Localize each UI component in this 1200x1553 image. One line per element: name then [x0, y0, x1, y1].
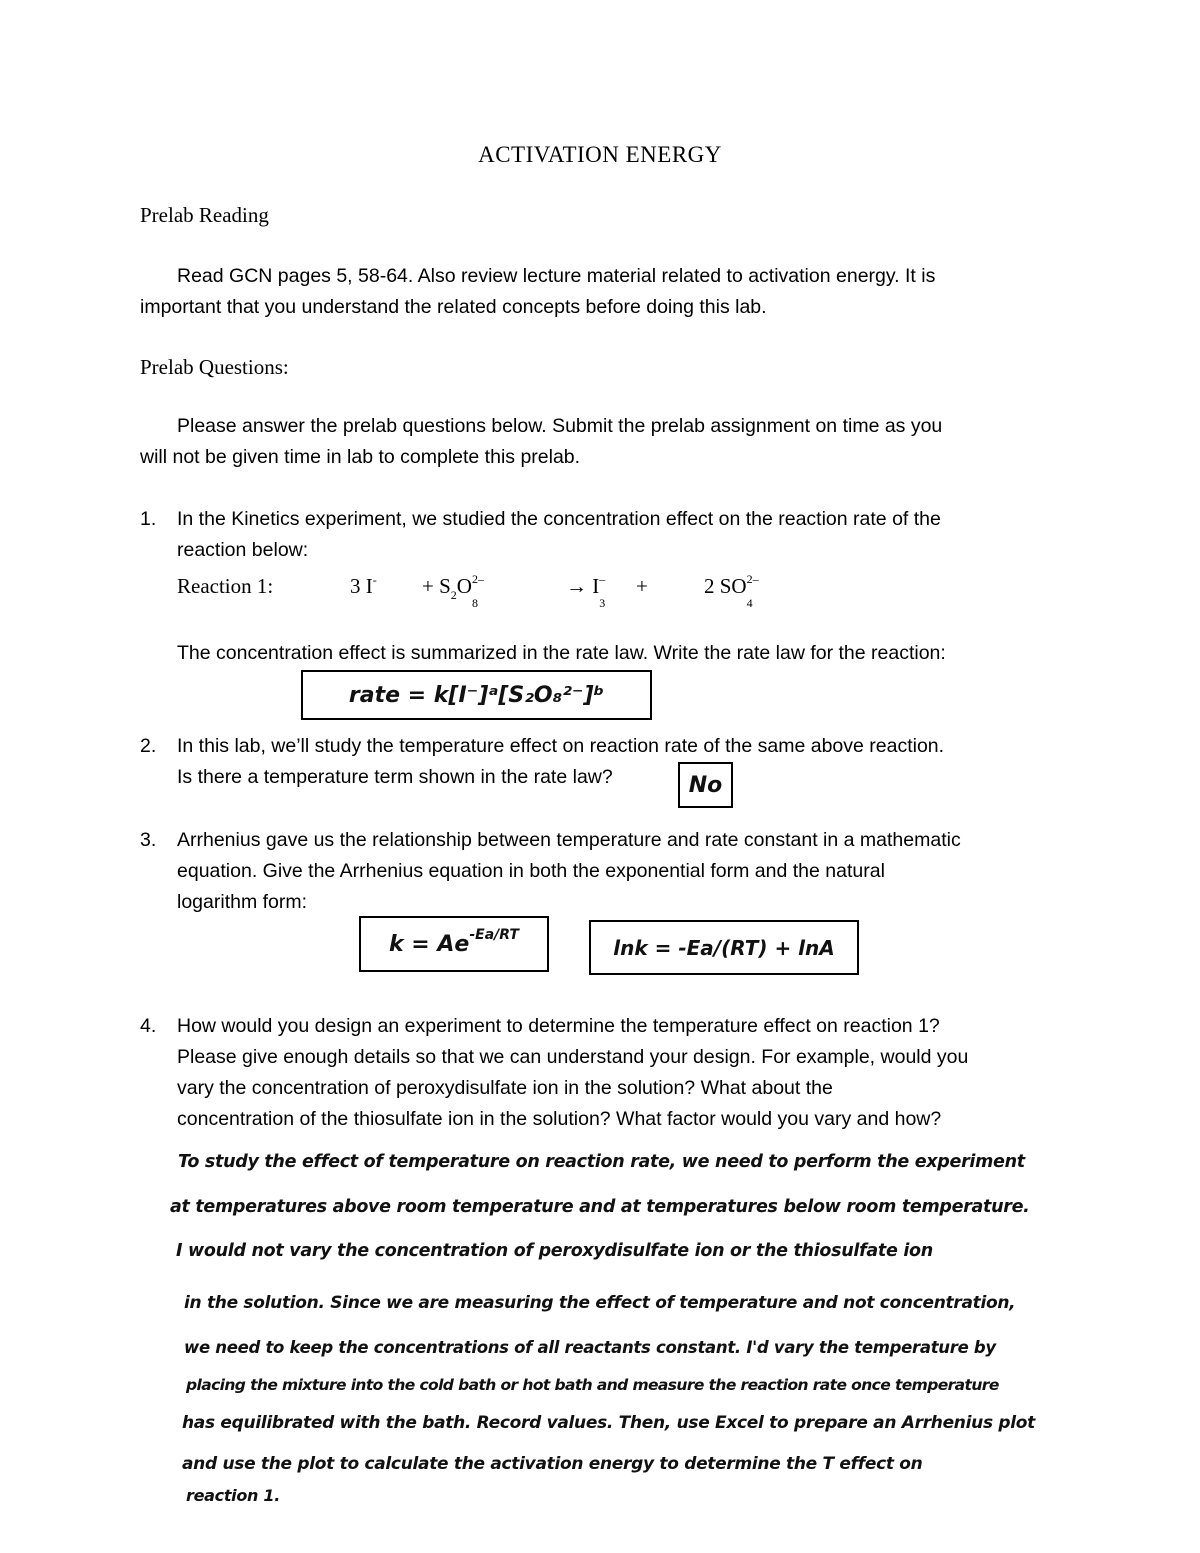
- answer-line-9: reaction 1.: [186, 1486, 281, 1505]
- q2-number: 2.: [140, 735, 157, 757]
- prelab-questions-line-1: Please answer the prelab questions below. Submit the prelab assignment on time as you: [177, 415, 943, 437]
- arrhenius-exp-power: -Ea/RT: [469, 926, 519, 943]
- q3-line-2: equation. Give the Arrhenius equation in both the exponential form and the natural: [177, 860, 885, 882]
- arrhenius-ln-answer-box: [589, 920, 859, 975]
- prelab-questions-line-2: will not be given time in lab to complete this prelab.: [140, 446, 581, 468]
- prelab-reading-line-1: Read GCN pages 5, 58-64. Also review lecture material related to activation energy. It is: [177, 265, 936, 287]
- peroxydisulfate-charge: 2–: [471, 572, 484, 586]
- answer-line-2: at temperatures above room temperature and at temperatures below room temperature.: [170, 1197, 1030, 1217]
- peroxydisulfate-stack: [471, 572, 492, 610]
- arrhenius-exp-answer: [389, 926, 519, 957]
- rate-law-answer-box: [301, 670, 652, 720]
- sulfate-stack: [746, 572, 767, 610]
- answer-line-1: To study the effect of temperature on reaction rate, we need to perform the experiment: [178, 1152, 1025, 1172]
- reactant-iodide-charge: -: [372, 573, 377, 587]
- temperature-term-answer: No: [688, 772, 723, 798]
- arrhenius-ln-answer: lnk = -Ea/(RT) + lnA: [613, 935, 835, 960]
- rate-law-answer: rate = k[I⁻]ᵃ[S₂O₈²⁻]ᵇ: [348, 682, 605, 708]
- answer-line-6: placing the mixture into the cold bath or hot bath and measure the reaction rate once temperature: [186, 1376, 999, 1394]
- q2-line-2: Is there a temperature term shown in the rate law?: [177, 766, 613, 788]
- temperature-term-answer-box: [678, 762, 733, 808]
- q4-line-3: vary the concentration of peroxydisulfate ion in the solution? What about the: [177, 1077, 833, 1099]
- sulfate-text: 2 SO: [704, 574, 747, 598]
- plus-s-text: + S: [422, 574, 451, 598]
- answer-line-7: has equilibrated with the bath. Record values. Then, use Excel to prepare an Arrhenius plot: [182, 1413, 1035, 1433]
- plus-sign: +: [636, 574, 648, 598]
- peroxydisulfate-o: O: [456, 574, 472, 598]
- triiodide-sub-3: 3: [599, 596, 606, 610]
- q1-line-2: reaction below:: [177, 539, 309, 561]
- triiodide-stack: [599, 572, 619, 610]
- prelab-reading-line-2: important that you understand the related concepts before doing this lab.: [140, 296, 767, 318]
- q4-line-2: Please give enough details so that we can understand your design. For example, would you: [177, 1046, 969, 1068]
- q2-line-1: In this lab, we’ll study the temperature effect on reaction rate of the same above reaction.: [177, 735, 945, 757]
- reactant-iodide-text: 3 I: [350, 574, 373, 598]
- page-title: ACTIVATION ENERGY: [478, 142, 722, 167]
- q1-number: 1.: [140, 508, 157, 530]
- reactant-iodide: [350, 574, 377, 599]
- sulfate-charge: 2–: [746, 572, 759, 586]
- answer-line-5: we need to keep the concentrations of all reactants constant. I'd vary the temperature by: [184, 1338, 996, 1357]
- reaction-label: Reaction 1:: [177, 574, 274, 598]
- answer-line-3: I would not vary the concentration of peroxydisulfate ion or the thiosulfate ion: [176, 1241, 933, 1261]
- q3-line-1: Arrhenius gave us the relationship between temperature and rate constant in a mathematic: [177, 829, 961, 851]
- q4-line-1: How would you design an experiment to determine the temperature effect on reaction 1?: [177, 1015, 940, 1037]
- peroxydisulfate-sub-8: 8: [471, 596, 478, 610]
- answer-line-4: in the solution. Since we are measuring the effect of temperature and not concentration,: [184, 1293, 1016, 1313]
- q4-line-4: concentration of the thiosulfate ion in the solution? What factor would you vary and how?: [177, 1108, 942, 1130]
- q4-number: 4.: [140, 1015, 157, 1037]
- prelab-reading-heading: Prelab Reading: [140, 203, 269, 227]
- q3-number: 3.: [140, 829, 157, 851]
- q1-line-3: The concentration effect is summarized in the rate law. Write the rate law for the reaction:: [177, 642, 946, 664]
- peroxydisulfate-sub-2: 2: [450, 588, 457, 602]
- product-triiodide: [566, 572, 619, 610]
- triiodide-charge: –: [599, 572, 606, 586]
- reaction-equation: [0, 574, 1200, 608]
- q1-line-1: In the Kinetics experiment, we studied the concentration effect on the reaction rate of the: [177, 508, 941, 530]
- answer-line-8: and use the plot to calculate the activation energy to determine the T effect on: [182, 1454, 923, 1474]
- sulfate-sub-4: 4: [746, 596, 753, 610]
- arrhenius-exp-base: k = Ae: [389, 931, 470, 957]
- reactant-peroxydisulfate: [422, 572, 492, 610]
- product-sulfate: [704, 572, 767, 610]
- arrhenius-exp-answer-box: [359, 916, 549, 972]
- arrow-i-text: → I: [566, 574, 600, 598]
- q3-line-3: logarithm form:: [177, 891, 308, 913]
- prelab-questions-heading: Prelab Questions:: [140, 355, 289, 379]
